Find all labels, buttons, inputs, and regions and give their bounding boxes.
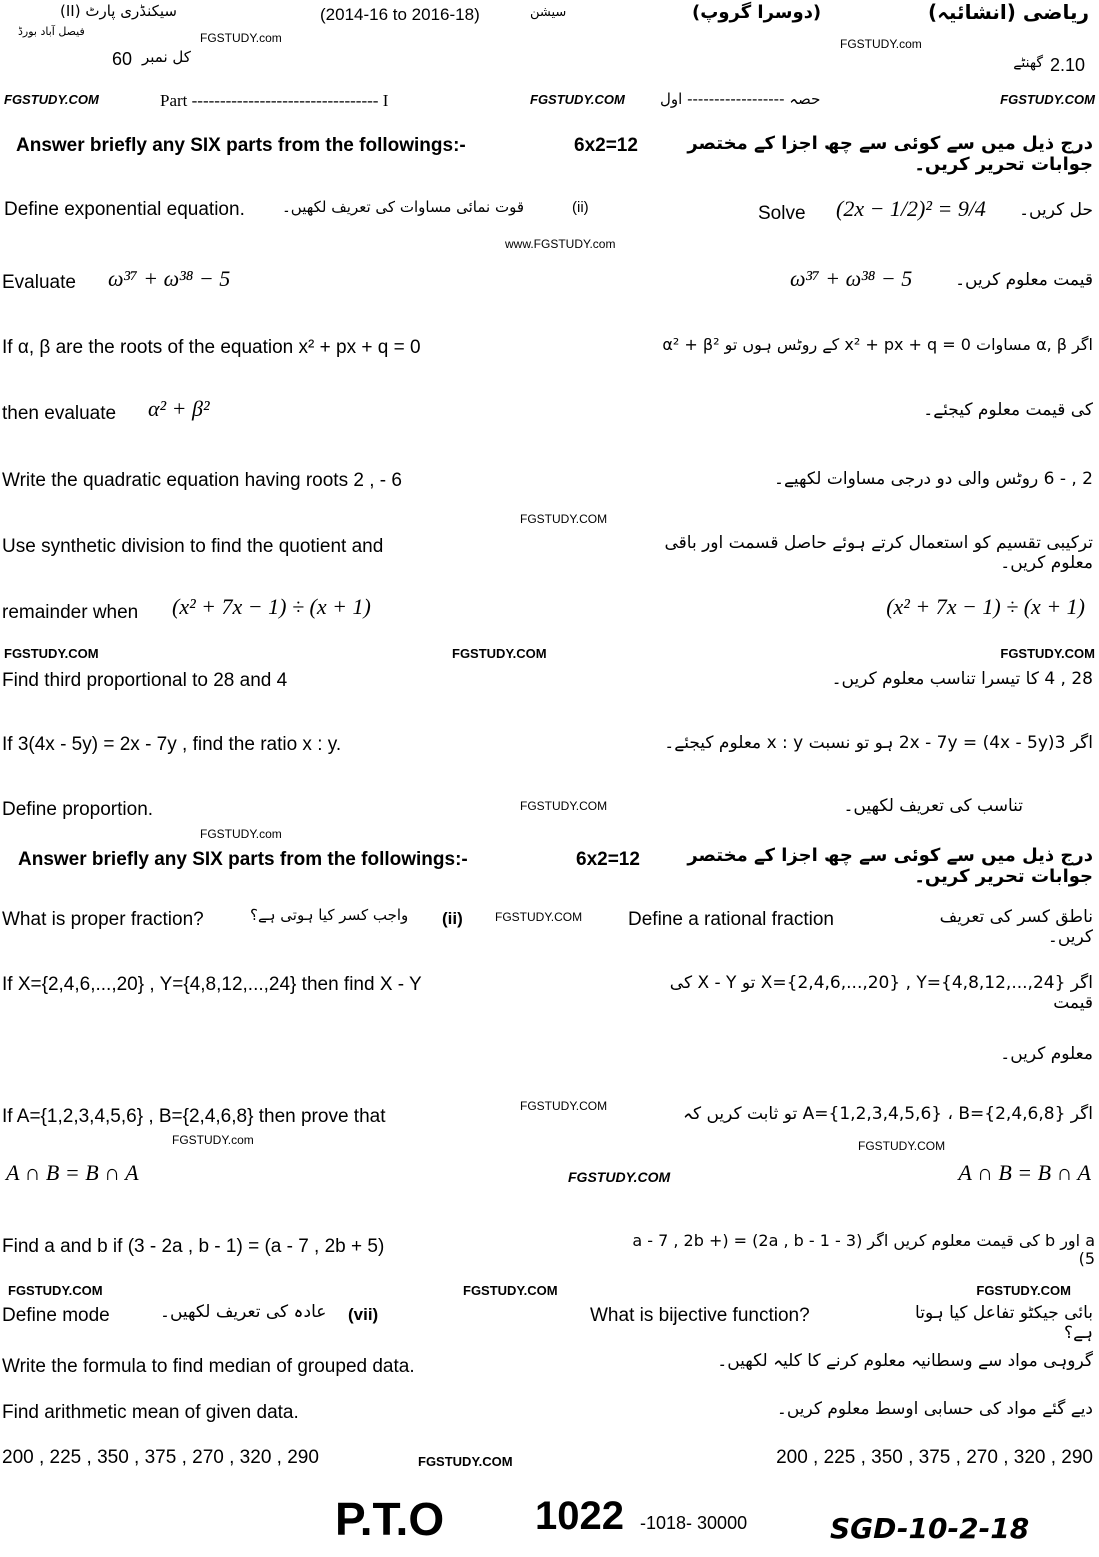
q2-item-11-urdu: تناسب کی تعریف لکھیں۔: [843, 796, 1023, 816]
q2-item-9: Find third proportional to 28 and 4: [2, 670, 288, 691]
watermark: FGSTUDY.com: [200, 31, 282, 45]
group-label: (دوسرا گروپ): [692, 2, 822, 23]
q2-item-10-urdu: اگر 3(4x - 5y) = 2x - 7y ہو تو نسبت x : y معلوم کیجئے۔: [664, 733, 1093, 753]
q3-marks: 6x2=12: [576, 849, 640, 870]
q2-item-4-urdu: اگر α, β مساوات x² + px + q = 0 کے روٹس ہوں تو α² + β²: [662, 335, 1093, 354]
q2-item-2: Solve: [758, 203, 806, 224]
watermark: FGSTUDY.COM: [452, 646, 547, 661]
q2-item-9-urdu: 28 , 4 کا تیسرا تناسب معلوم کریں۔: [831, 669, 1093, 689]
q3-item-5-formula-urdu: A ∩ B = B ∩ A: [958, 1160, 1091, 1185]
q3-item-5-formula: A ∩ B = B ∩ A: [6, 1160, 139, 1185]
watermark: FGSTUDY.COM: [495, 910, 583, 924]
q3-item-3-urdu-cont: معلوم کریں۔: [1000, 1044, 1093, 1064]
q2-item-1: Define exponential equation.: [4, 199, 245, 220]
q2-item-5-formula: α² + β²: [148, 396, 210, 421]
q3-instruction: Answer briefly any SIX parts from the followings:-: [18, 849, 468, 870]
q3-item-9: Write the formula to find median of grouped data.: [2, 1356, 415, 1377]
subject-title: ریاضی (انشائیہ): [928, 0, 1089, 24]
time-label: گھنٹے: [1013, 55, 1043, 71]
q3-item-number: (vii): [348, 1305, 379, 1324]
session-range: (2014-16 to 2016-18): [320, 5, 480, 24]
q2-item-7: Use synthetic division to find the quotient and: [2, 536, 384, 557]
q2-item-8: remainder when: [2, 602, 139, 623]
class-heading: سیکنڈری پارٹ (II): [60, 2, 177, 20]
session-label: سیشن: [530, 5, 567, 20]
watermark: FGSTUDY.COM: [530, 92, 625, 107]
q2-instruction: Answer briefly any SIX parts from the followings:-: [16, 135, 466, 156]
watermark: FGSTUDY.COM: [4, 646, 99, 661]
q2-item-4: If α, β are the roots of the equation x² + px + q = 0: [2, 337, 421, 358]
q3-item-1-urdu: واجب کسر کیا ہوتی ہے؟: [250, 906, 409, 924]
watermark: FGSTUDY.com: [840, 37, 922, 51]
watermark: FGSTUDY.COM: [4, 92, 99, 107]
q2-item-3-formula-urdu: ω³⁷ + ω³⁸ − 5: [790, 266, 913, 291]
q3-item-10-data: 200 , 225 , 350 , 375 , 270 , 320 , 290: [2, 1447, 319, 1468]
q3-item-4-urdu: اگر A={1,2,3,4,5,6} ، B={2,4,6,8} تو ثابت کریں کہ: [682, 1104, 1093, 1124]
q3-item-10-data-urdu: 200 , 225 , 350 , 375 , 270 , 320 , 290: [776, 1447, 1093, 1468]
q2-item-10: If 3(4x - 5y) = 2x - 7y , find the ratio x : y.: [2, 734, 342, 755]
watermark: FGSTUDY.COM: [520, 799, 608, 813]
q2-instruction-urdu: درج ذیل میں سے کوئی سے چھ اجزا کے مختصر جوابات تحریر کریں۔: [687, 133, 1093, 175]
pto-label: P.T.O: [335, 1493, 445, 1545]
q2-item-6-urdu: 2 , - 6 روٹس والی دو درجی مساوات لکھیے۔: [773, 469, 1093, 489]
q3-item-4: If A={1,2,3,4,5,6} , B={2,4,6,8} then prove that: [2, 1106, 386, 1127]
q2-item-8-formula-urdu: (x² + 7x − 1) ÷ (x + 1): [886, 594, 1085, 619]
watermark: FGSTUDY.COM: [976, 1283, 1071, 1298]
watermark: FGSTUDY.COM: [1000, 646, 1095, 661]
q3-item-7-urdu: عادہ کی تعریف لکھیں۔: [160, 1302, 327, 1322]
handwritten-note: SGD-10-2-18: [830, 1512, 1030, 1545]
watermark: FGSTUDY.COM: [418, 1454, 513, 1469]
q3-item-6: Find a and b if (3 - 2a , b - 1) = (a - 7 , 2b + 5): [2, 1236, 385, 1257]
q2-item-5-urdu: کی قیمت معلوم کیجئے۔: [923, 400, 1093, 420]
watermark: FGSTUDY.COM: [520, 512, 608, 526]
q3-instruction-urdu: درج ذیل میں سے کوئی سے چھ اجزا کے مختصر جوابات تحریر کریں۔: [687, 845, 1093, 887]
q2-item-number: (ii): [572, 199, 589, 216]
q3-item-8-urdu: بائی جیکٹو تفاعل کیا ہوتا ہے؟: [915, 1303, 1093, 1343]
q2-marks: 6x2=12: [574, 135, 638, 156]
q2-item-7-urdu: ترکیبی تقسیم کو استعمال کرتے ہوئے حاصل قسمت اور باقی معلوم کریں۔: [664, 533, 1093, 573]
q3-item-9-urdu: گروہی مواد سے وسطانیہ معلوم کرنے کا کلیہ لکھیں۔: [717, 1351, 1093, 1371]
q2-item-5: then evaluate: [2, 403, 117, 424]
q2-item-2-urdu: حل کریں۔: [1019, 200, 1093, 220]
q3-item-2-urdu: ناطق کسر کی تعریف کریں۔: [939, 907, 1093, 947]
q3-item-10-urdu: دیے گئے مواد کی حسابی اوسط معلوم کریں۔: [776, 1399, 1093, 1419]
q2-item-3: Evaluate: [2, 272, 76, 293]
q3-item-3: If X={2,4,6,...,20} , Y={4,8,12,...,24} then find X - Y: [2, 974, 422, 995]
q3-item-3-urdu: اگر X={2,4,6,...,20} , Y={4,8,12,...,24} تو X - Y کی قیمت: [669, 973, 1093, 1013]
watermark: FGSTUDY.COM: [1000, 92, 1095, 107]
watermark: www.FGSTUDY.com: [505, 237, 616, 251]
total-marks: 60: [112, 49, 133, 69]
watermark: FGSTUDY.COM: [8, 1283, 103, 1298]
q2-item-6: Write the quadratic equation having roots 2 , - 6: [2, 470, 402, 491]
q2-item-3-urdu: قیمت معلوم کریں۔: [955, 270, 1093, 290]
q3-item-10: Find arithmetic mean of given data.: [2, 1402, 299, 1423]
q2-item-1-urdu: قوت نمائی مساوات کی تعریف لکھیں۔: [282, 198, 525, 216]
time-allowed: 2.10: [1049, 55, 1085, 75]
watermark: FGSTUDY.COM: [568, 1169, 671, 1185]
total-marks-label: کل نمبر: [142, 48, 191, 66]
paper-code: 1022: [535, 1494, 624, 1538]
q2-item-2-formula: (2x − 1/2)² = 9/4: [836, 196, 986, 221]
q2-item-11: Define proportion.: [2, 799, 154, 820]
watermark: FGSTUDY.COM: [520, 1099, 608, 1113]
part-heading-urdu: حصہ ------------------ اول: [660, 90, 821, 108]
q3-item-8: What is bijective function?: [590, 1305, 810, 1326]
board-name: فیصل آباد بورڈ: [18, 25, 85, 38]
part-heading: Part --------------------------------- I: [160, 91, 389, 110]
q3-item-2: Define a rational fraction: [628, 909, 834, 930]
paper-code-suffix: -1018- 30000: [640, 1513, 748, 1533]
watermark: FGSTUDY.com: [172, 1133, 254, 1147]
q3-item-6-urdu: a اور b کی قیمت معلوم کریں اگر (3 - 2a , b - 1) = (a - 7 , 2b + 5): [632, 1231, 1095, 1269]
watermark: FGSTUDY.com: [200, 827, 282, 841]
q3-item-number: (ii): [442, 909, 463, 928]
q3-item-7: Define mode: [2, 1305, 110, 1326]
q3-item-1: What is proper fraction?: [2, 909, 204, 930]
q2-item-8-formula: (x² + 7x − 1) ÷ (x + 1): [172, 594, 371, 619]
watermark: FGSTUDY.COM: [858, 1139, 946, 1153]
watermark: FGSTUDY.COM: [463, 1283, 558, 1298]
q2-item-3-formula: ω³⁷ + ω³⁸ − 5: [108, 266, 231, 291]
